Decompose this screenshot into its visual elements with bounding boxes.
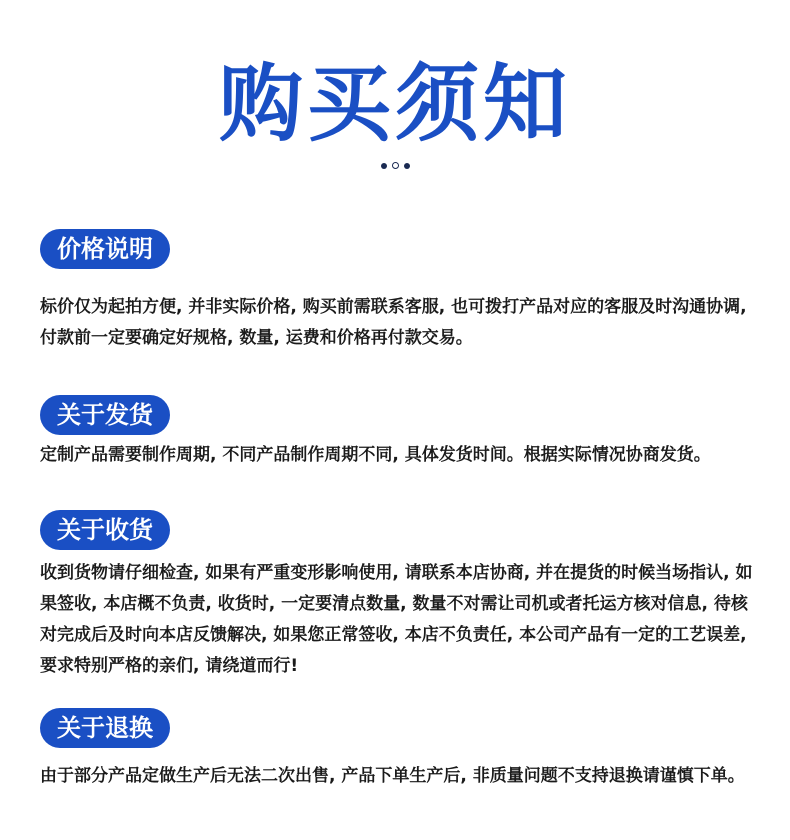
section-heading-receiving: 关于收货: [40, 510, 170, 550]
section-heading-price: 价格说明: [40, 229, 170, 269]
ring-dot-icon: [392, 162, 399, 169]
section-heading-shipping: 关于发货: [40, 395, 170, 435]
section-body-shipping: 定制产品需要制作周期, 不同产品制作周期不同, 具体发货时间。根据实际情况协商发货。: [40, 445, 711, 465]
dot-icon: [404, 163, 410, 169]
section-body-returns: 由于部分产品定做生产后无法二次出售, 产品下单生产后, 非质量问题不支持退换请谨慎下单。: [40, 766, 745, 786]
section-heading-returns: 关于退换: [40, 708, 170, 748]
decorative-dots: [0, 162, 790, 169]
section-body-price: 标价仅为起拍方便, 并非实际价格, 购买前需联系客服, 也可拨打产品对应的客服及时沟通协调, 付款前一定要确定好规格, 数量, 运费和价格再付款交易。: [40, 297, 747, 348]
section-body-receiving: 收到货物请仔细检查, 如果有严重变形影响使用, 请联系本店协商, 并在提货的时候当场指认, 如果签收, 本店概不负责, 收货时, 一定要清点数量, 数量不对需让司机或者托运方核对信息, 待核对完成后及时向本店反馈解决, 如果您正常签收, 本店不负责任, 本公司产品有一定的工艺误差, 要求特别严格的亲们, 请绕道而行!: [40, 563, 753, 676]
dot-icon: [381, 163, 387, 169]
page-title: 购买须知: [218, 55, 571, 153]
